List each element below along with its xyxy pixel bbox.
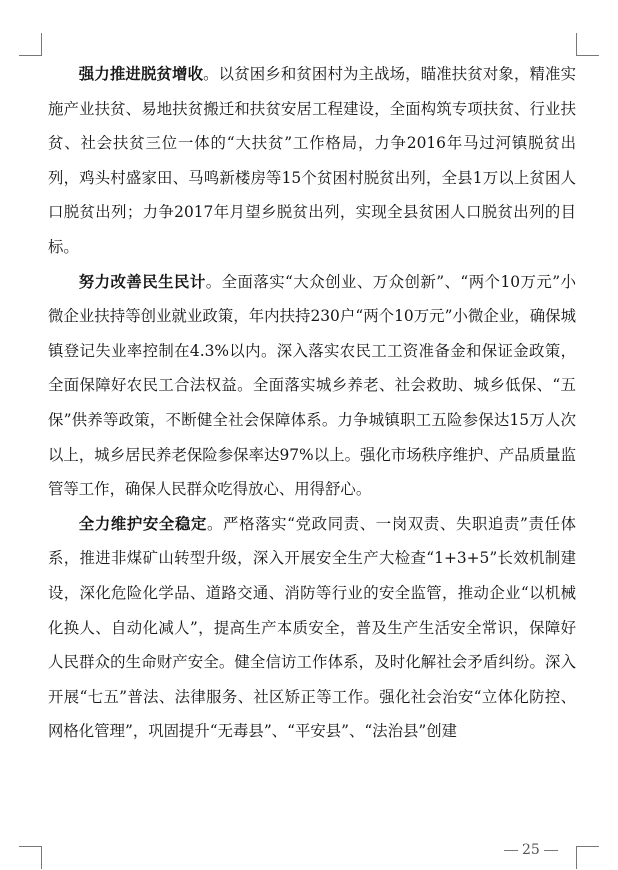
folio-dash-right (544, 850, 558, 851)
paragraph-livelihood (48, 265, 576, 507)
paragraph-text: 。全面落实“大众创业、万众创新”、“两个10万元”小微企业扶持等创业就业政策，年内扶持230户“两个10万元”小微企业，确保城镇登记失业率控制在4.3%以内。深入落实农民工工资准备金和保证金政策，全面保障好农民工合法权益。全面落实城乡养老、社会救助、城乡低保、“五保”供养等政策，不断健全社会保障体系。力争城镇职工五险参保达15万人次以上，城乡居民养老保险参保率达97%以上。强化市场秩序维护、产品质量监管等工作，确保人民群众吃得放心、用得舒心。 (48, 272, 576, 499)
paragraph-safety-stability (48, 507, 576, 749)
page-number (500, 842, 570, 858)
crop-mark-top-left (19, 33, 42, 56)
crop-mark-top-right (576, 33, 599, 56)
paragraph-text: 。以贫困乡和贫困村为主战场，瞄准扶贫对象，精准实施产业扶贫、易地扶贫搬迁和扶贫安居工程建设，全面构筑专项扶贫、行业扶贫、社会扶贫三位一体的“大扶贫”工作格局，力争2016年马过河镇脱贫出列，鸡头村盛家田、马鸣新楼房等15个贫困村脱贫出列，全县1万以上贫困人口脱贫出列；力争2017年月望乡脱贫出列，实现全县贫困人口脱贫出列的目标。 (48, 65, 576, 256)
crop-mark-bottom-right (576, 846, 599, 869)
paragraph-heading: 强力推进脱贫增收 (78, 65, 204, 83)
crop-mark-bottom-left (19, 846, 42, 869)
paragraph-heading: 全力维护安全稳定 (78, 514, 208, 533)
paragraph-text: 。严格落实“党政同责、一岗双责、失职追责”责任体系，推进非煤矿山转型升级，深入开展安全生产大检查“1+3+5”长效机制建设，深化危险化学品、道路交通、消防等行业的安全监管，推动企业“以机械化换人、自动化减人”，提高生产本质安全，普及生产生活安全常识，保障好人民群众的生命财产安全。健全信访工作体系，及时化解社会矛盾纠纷。深入开展“七五”普法、法律服务、社区矫正等工作。强化社会治安“立体化防控、网格化管理”，巩固提升“无毒县”、“平安县”、“法治县”创建 (48, 514, 576, 741)
folio-dash-left (504, 850, 518, 851)
paragraph-poverty-alleviation (48, 57, 576, 265)
page-number-value: 25 (522, 842, 540, 858)
paragraph-heading: 努力改善民生民计 (78, 272, 206, 291)
body-text (48, 57, 576, 749)
